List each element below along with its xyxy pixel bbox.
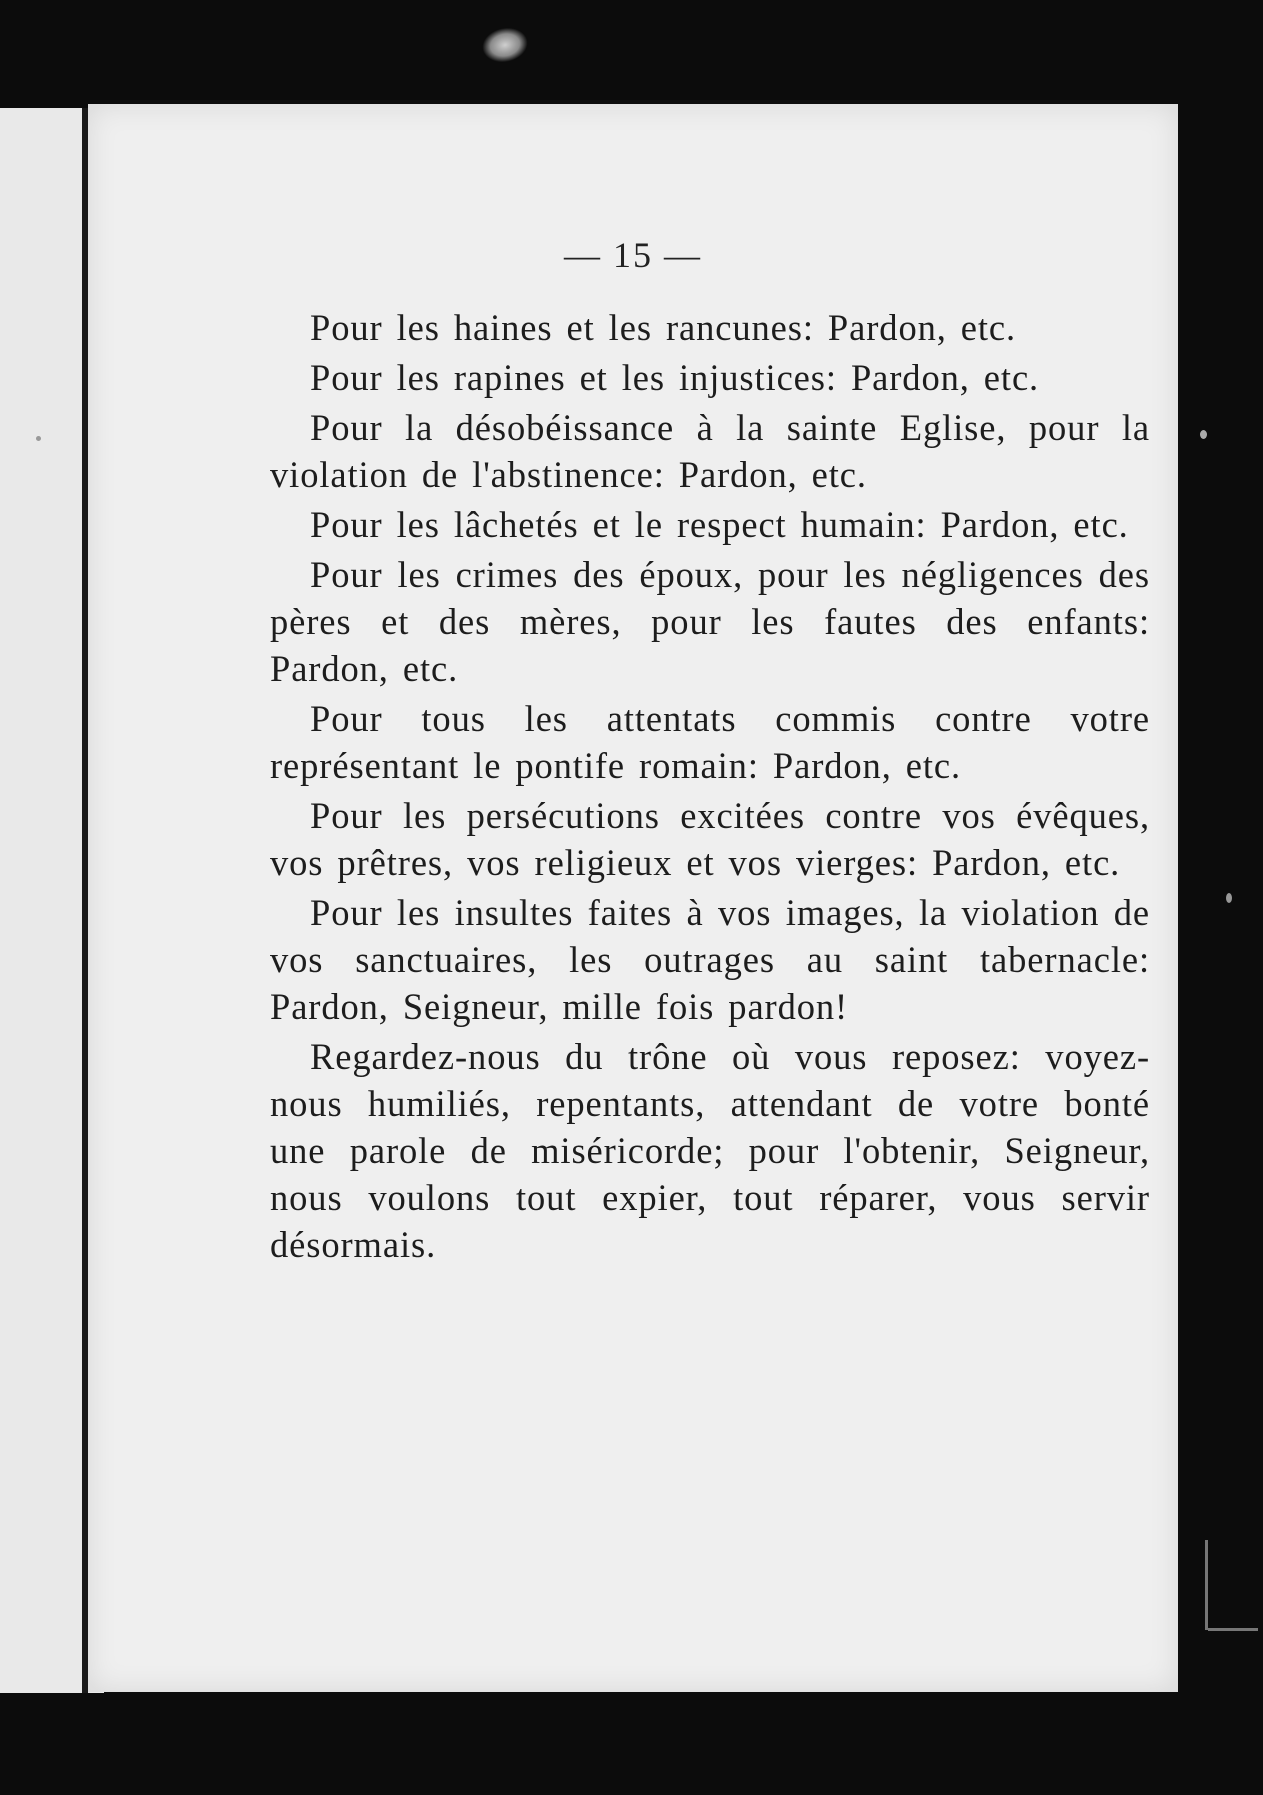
page-number: — 15 — [564,235,702,275]
page-text [270,304,1150,1271]
scan-speck [1226,893,1232,903]
book-page [88,104,1178,1692]
paragraph-persecutions: Pour les persécutions excitées contre vos évêques, vos prêtres, vos religieux et vos vierges: Pardon, etc. [270,795,1150,883]
paragraph-haines: Pour les haines et les rancunes: Pardon, etc. [310,307,1017,348]
paragraph-insultes: Pour les insultes faites à vos images, la violation de vos sanctuaires, les outrages au saint tabernacle: Pardon, Seigneur, mille fois pardon! [270,892,1150,1027]
paragraph-lachetes: Pour les lâchetés et le respect humain: Pardon, etc. [310,504,1129,545]
paragraph-crimes: Pour les crimes des époux, pour les négligences des pères et des mères, pour les fautes des enfants: Pardon, etc. [270,554,1150,689]
paragraph-attentats: Pour tous les attentats commis contre votre représentant le pontife romain: Pardon, etc. [270,698,1150,786]
scan-speck [36,436,41,441]
scan-speck [1200,430,1207,439]
paragraph-rapines: Pour les rapines et les injustices: Pardon, etc. [310,357,1040,398]
paragraph-regardez: Regardez-nous du trône où vous reposez: voyez-nous humiliés, repentants, attendant de votre bonté une parole de miséricorde; pour l'obtenir, Seigneur, nous voulons tout expier, tout réparer, vous servir désormais. [270,1036,1150,1265]
paragraph-desobeissance: Pour la désobéissance à la sainte Eglise, pour la violation de l'abstinence: Pardon, etc. [270,407,1150,495]
scan-edge-mark [1205,1540,1208,1630]
scan-edge-mark [1208,1628,1258,1631]
scan-smudge [479,24,531,67]
